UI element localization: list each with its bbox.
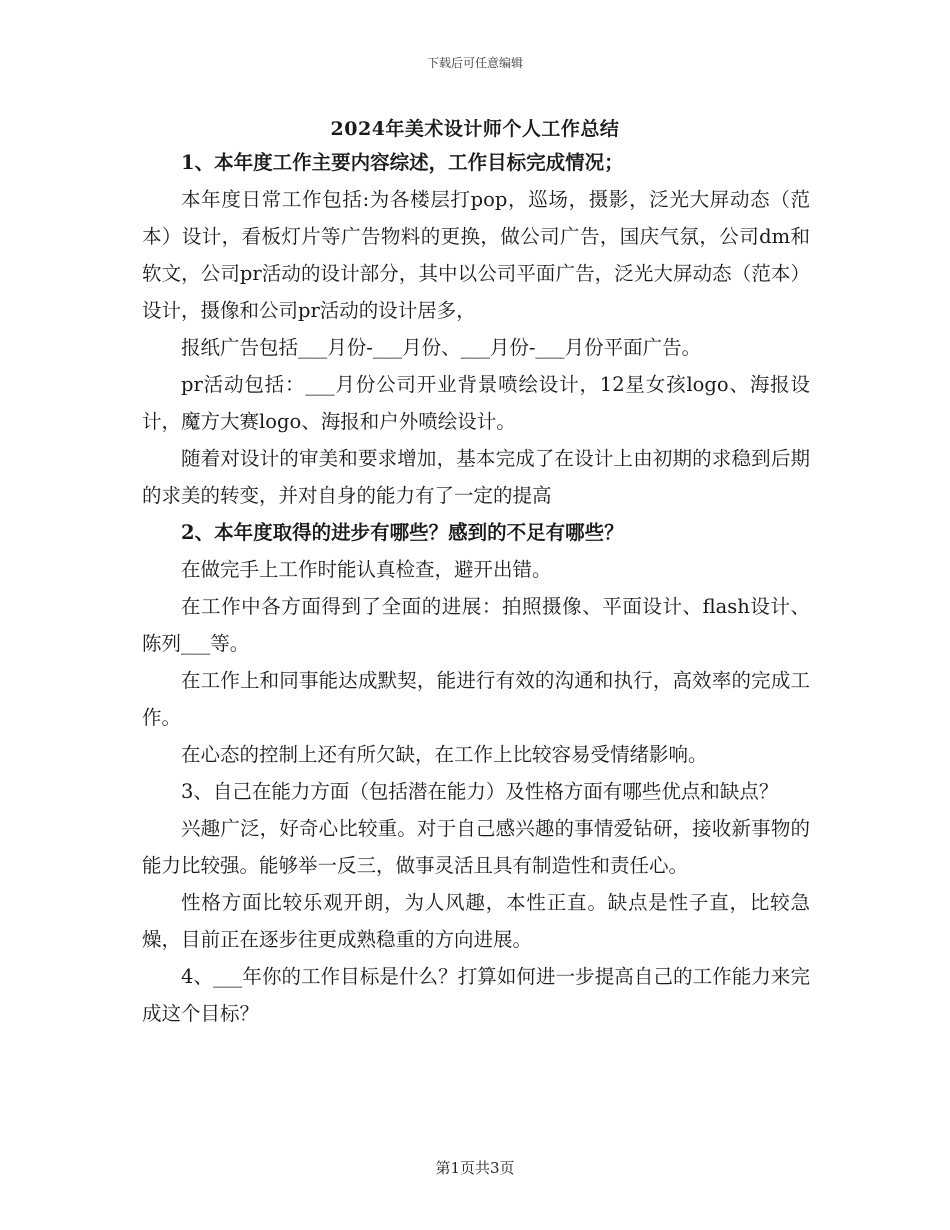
paragraph: 在心态的控制上还有所欠缺，在工作上比较容易受情绪影响。 <box>181 743 708 766</box>
paragraph: 1、本年度工作主要内容综述，工作目标完成情况； <box>181 151 624 174</box>
paragraph: 在工作中各方面得到了全面的进展：拍照摄像、平面设计、flash设计、陈列___等。 <box>142 595 810 655</box>
paragraph: 本年度日常工作包括:为各楼层打pop，巡场，摄影，泛光大屏动态（范本）设计，看板灯片等广告物料的更换，做公司广告，国庆气氛，公司dm和软文，公司pr活动的设计部分，其中以公司平面广告，泛光大屏动态（范本）设计，摄像和公司pr活动的设计居多， <box>142 188 810 322</box>
paragraph: 在做完手上工作时能认真检查，避开出错。 <box>181 558 552 581</box>
paragraph: 在工作上和同事能达成默契，能进行有效的沟通和执行，高效率的完成工作。 <box>142 669 810 729</box>
paragraph: 随着对设计的审美和要求增加，基本完成了在设计上由初期的求稳到后期的求美的转变，并对自身的能力有了一定的提高 <box>142 447 810 507</box>
document-title: 2024年美术设计师个人工作总结 <box>330 118 620 140</box>
paragraph: 3、自己在能力方面（包括潜在能力）及性格方面有哪些优点和缺点？ <box>181 780 779 803</box>
document-body <box>142 144 810 1032</box>
paragraph: 4、___年你的工作目标是什么？打算如何进一步提高自己的工作能力来完成这个目标？ <box>142 965 810 1025</box>
header-note: 下载后可任意编辑 <box>426 56 523 70</box>
paragraph: 性格方面比较乐观开朗，为人风趣，本性正直。缺点是性子直，比较急燥，目前正在逐步往更成熟稳重的方向进展。 <box>142 891 810 951</box>
page-footer: 第1页共3页 <box>435 1159 515 1177</box>
paragraph: 2、本年度取得的进步有哪些？感到的不足有哪些？ <box>181 521 624 544</box>
paragraph: 报纸广告包括___月份-___月份、___月份-___月份平面广告。 <box>181 336 702 359</box>
paragraph: pr活动包括：___月份公司开业背景喷绘设计，12星女孩logo、海报设计，魔方大赛logo、海报和户外喷绘设计。 <box>142 373 810 433</box>
paragraph: 兴趣广泛，好奇心比较重。对于自己感兴趣的事情爱钻研，接收新事物的能力比较强。能够举一反三，做事灵活且具有制造性和责任心。 <box>142 817 810 877</box>
